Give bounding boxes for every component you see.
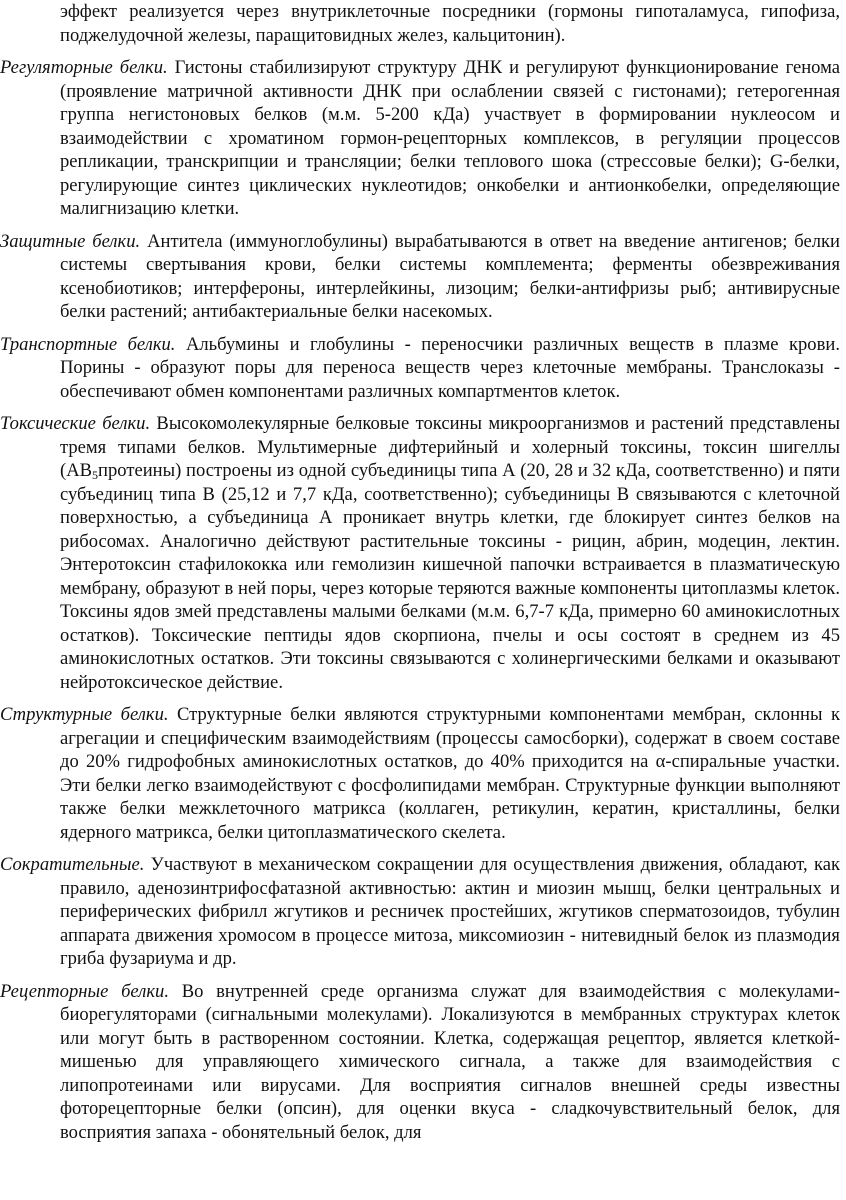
paragraph-text: Во внутренней среде организма служат для взаимодействия с молекулами-биорегуляторами (сигнальными молекулами). Локализуются в мембранных структурах клеток или могут быть в растворенном состоянии. Клетка, содержащая рецептор, является клеткой-мишенью для управляющего химического сигнала, а также для взаимодействия с липопротеинами или вирусами. Для восприятия сигналов внешней среды известны фоторецепторные белки (опсин), для оценки вкуса - сладкочувствительный белок, для восприятия запаха - обонятельный белок, для xyxy=(60,980,840,1143)
paragraph-regulatory-proteins xyxy=(0,56,840,221)
paragraph-transport-proteins xyxy=(0,333,840,404)
term-heading: Токсические белки. xyxy=(0,413,151,434)
paragraph-text: Структурные белки являются структурными компонентами мембран, склонны к агрегации и специфическим взаимодействиям (процессы самосборки), содержат в своем составе до 20% гидрофобных аминокислотных остатков, до 40% приходится на α-спиральные участки. Эти белки легко взаимодействуют с фосфолипидами мембран. Структурные функции выполняют также белки межклеточного матрикса (коллаген, ретикулин, кератин, кристаллины, белки ядерного матрикса, белки цитоплазматического скелета. xyxy=(60,704,840,843)
paragraph-text: протеины) построены из одной субъединицы типа А (20, 28 и 32 кДа, соответственно) и пяти субъединиц типа В (25,12 и 7,7 кДа, соответственно); субъединицы В связываются с клеточной поверхностью, а субъединица А проникает внутрь клетки, где блокирует синтез белков на рибосомах. Аналогично действуют растительные токсины - рицин, абрин, модецин, лектин. Энтеротоксин стафилококка или гемолизин кишечной папочки встраивается в плазматическую мембрану, образуют в ней поры, через которые теряются важные компоненты цитоплазмы клеток. Токсины ядов змей представлены малыми белками (м.м. 6,7-7 кДа, примерно 60 аминокислотных остатков). Токсические пептиды ядов скорпиона, пчелы и осы состоят в среднем из 45 аминокислотных остатков. Эти токсины связываются с холинергическими белками и оказывают нейротоксическое действие. xyxy=(60,460,840,693)
paragraph-text: эффект реализуется через внутриклеточные посредники (гормоны гипоталамуса, гипофиза, поджелудочной железы, паращитовидных желез, кальцитонин). xyxy=(60,1,840,46)
paragraph-structural-proteins xyxy=(0,703,840,844)
paragraph-text: Гистоны стабилизируют структуру ДНК и регулируют функционирование генома (проявление матричной активности ДНК при ослаблении связей с гистонами); гетерогенная группа негистоновых белков (м.м. 5-200 кДа) участвует в формировании нуклеосом и взаимодействии с хроматином гормон-рецепторных комплексов, в регуляции процессов репликации, транскрипции и трансляции; белки теплового шока (стрессовые белки); G-белки, регулирующие синтез циклических нуклеотидов; онкобелки и антионкобелки, определяющие малигнизацию клетки. xyxy=(60,57,841,219)
paragraph-contractile-proteins xyxy=(0,853,840,971)
term-heading: Транспортные белки. xyxy=(0,333,176,355)
term-heading: Рецепторные белки. xyxy=(0,980,169,1002)
paragraph-toxic-proteins xyxy=(0,412,840,694)
paragraph-text-before-subscript: Высокомолекулярные белковые токсины микроорганизмов и растений представлены тремя типами белков. Мультимерные дифтерийный и холерный токсины, токсин шигеллы (AB xyxy=(60,413,840,481)
term-heading: Структурные белки. xyxy=(0,704,169,725)
term-heading: Регуляторные белки. xyxy=(0,57,168,78)
paragraph-protective-proteins xyxy=(0,230,840,324)
paragraph-text: Участвуют в механическом сокращении для осуществления движения, обладают, как правило, аденозинтрифосфатазной активностью: актин и миозин мышц, белки центральных и периферических фибрилл жгутиков и ресничек простейших, жгутиков сперматозоидов, тубулин аппарата движения хромосом в процессе митоза, миксомиозин - нитевидный белок из плазмодия гриба фузариума и др. xyxy=(60,854,840,969)
term-heading: Сократительные. xyxy=(0,854,145,875)
term-heading: Защитные белки. xyxy=(0,230,141,252)
paragraph-text: Антитела (иммуноглобулины) вырабатываются в ответ на введение антигенов; белки системы свертывания крови, белки системы комплемента; ферменты обезвреживания ксенобиотиков; интерфероны, интерлейкины, лизоцим; белки-антифризы рыб; антивирусные белки растений; антибактериальные белки насекомых. xyxy=(60,230,841,322)
subscript: 5 xyxy=(92,468,99,482)
paragraph-text: Альбумины и глобулины - переносчики различных веществ в плазме крови. Порины - образуют поры для переноса веществ через клеточные мембраны. Транслоказы - обеспечивают обмен компонентами различных компартментов клеток. xyxy=(60,333,840,402)
paragraph-continuation xyxy=(0,0,840,47)
paragraph-receptor-proteins xyxy=(0,980,840,1145)
